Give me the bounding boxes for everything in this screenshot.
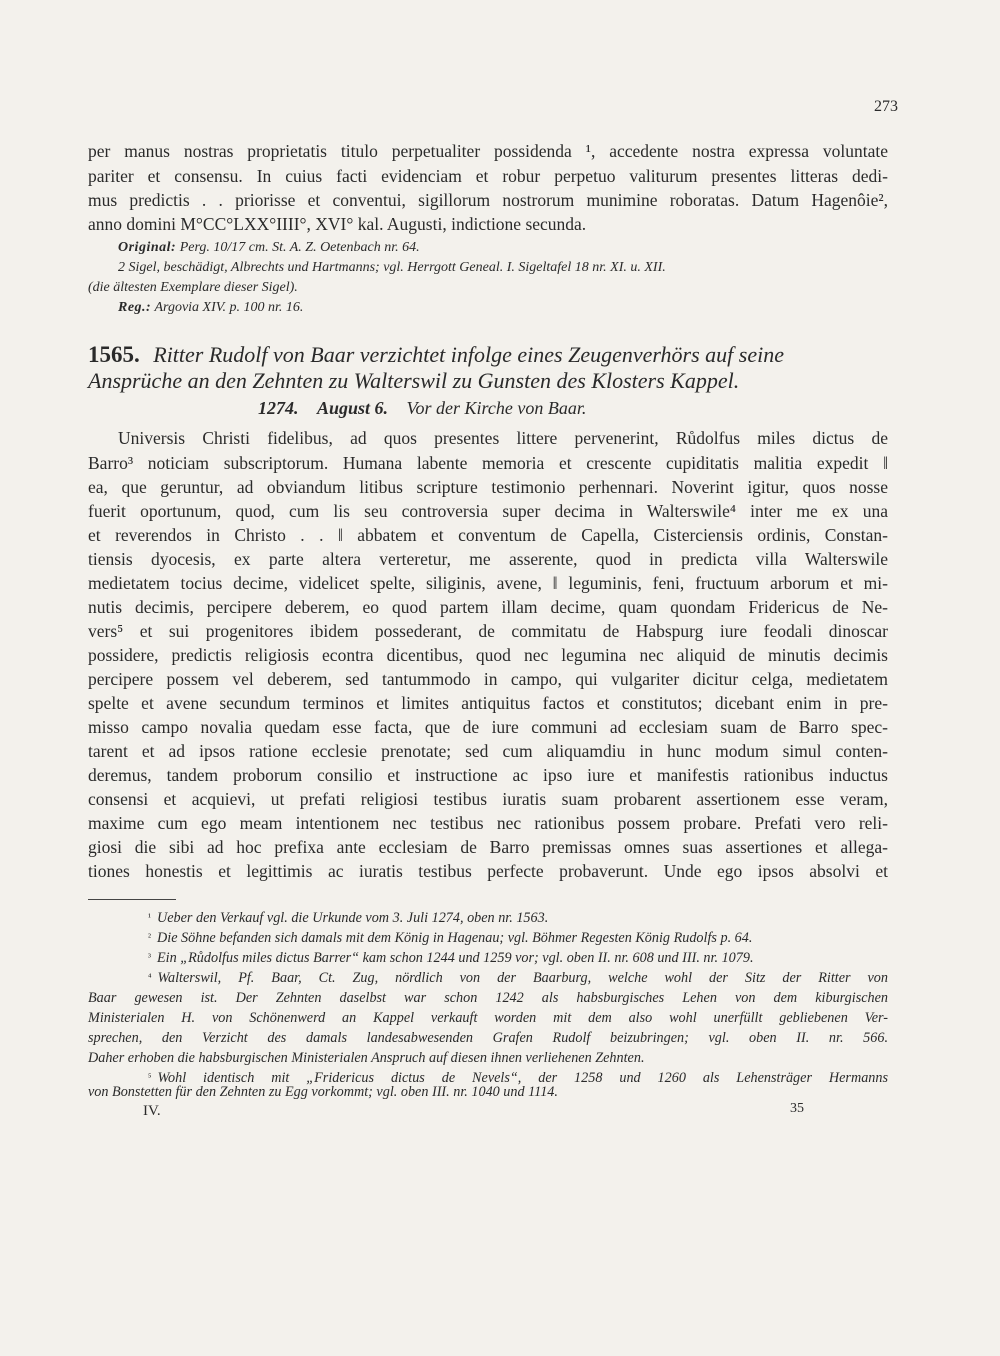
footnote-text: Walterswil, Pf. Baar, Ct. Zug, nördlich von der Baarburg, welche wohl der Sitz der Ritter von — [157, 970, 888, 986]
footnote — [148, 930, 888, 947]
footnote-line: sprechen, den Verzicht des damals landesabwesenden Grafen Rudolf beizubringen; vgl. oben II. nr. 566. — [88, 1030, 888, 1046]
heading-line: Ritter Rudolf von Baar verzichtet infolge eines Zeugenverhörs auf seine — [153, 342, 784, 367]
body-line: possidere, predictis religiosis econtra dicentibus, quod nec legumina nec aliquid de minutis decimis — [88, 645, 888, 665]
document-number: 1565. — [88, 342, 140, 367]
body-line: medietatem tocius decime, videlicet spelte, siliginis, avene, ‖ leguminis, feni, fructuum arborum et mi- — [88, 573, 888, 593]
body-line: consensi et acquievi, ut prefati religiosi testibus iuratis suam probarent assertionem esse veram, — [88, 789, 888, 809]
regest-note — [118, 300, 303, 316]
footnote-line: Ministerialen H. von Schönenwerd an Kappel verkauft worden mit dem also wohl unerfüllt gebliebenen Ver- — [88, 1010, 888, 1026]
footnote-mark: ³ — [148, 952, 151, 963]
original-label: Original: — [118, 240, 177, 255]
footnote-line: Daher erhoben die habsburgischen Ministerialen Anspruch auf diesen ihnen verliehenen Zehnten. — [88, 1050, 645, 1066]
body-line: maxime cum ego meam intentionem nec testibus nec rationibus possem probare. Prefati vero reli- — [88, 813, 888, 833]
body-line: tiones honestis et legittimis ac iuratis testibus perfecte probaverunt. Unde ego ipsos absolvi et — [88, 861, 888, 881]
body-line: giosi die sibi ad hoc prefixa ante ecclesiam de Barro premissas omnes suas assertiones et allega- — [88, 837, 888, 857]
date-place: Vor der Kirche von Baar. — [406, 398, 587, 418]
intro-line: pariter et consensu. In cuius facti evidenciam et robur perpetuo valiturum presentes litteras dedi- — [88, 166, 888, 186]
body-line: Barro³ noticiam subscriptorum. Humana labente memoria et crescente cupiditatis malitia expedit ‖ — [88, 453, 888, 473]
date-day: August 6. — [317, 398, 389, 418]
date-line — [258, 398, 586, 419]
seals-note: 2 Sigel, beschädigt, Albrechts und Hartmanns; vgl. Herrgott Geneal. I. Sigeltafel 18 nr. XI. u. XII. — [118, 260, 666, 275]
document-heading — [88, 342, 888, 368]
original-note — [118, 240, 420, 256]
intro-line: mus predictis . . priorisse et conventui, sigillorum nostrorum munimine roboratas. Datum Hagenôie², — [88, 190, 888, 210]
signature-mark: IV. — [143, 1103, 161, 1119]
intro-line: anno domini M°CC°LXX°IIII°, XVI° kal. Augusti, indictione secunda. — [88, 214, 587, 234]
footnote — [148, 910, 888, 927]
sheet-number: 35 — [790, 1101, 804, 1116]
heading-line: Ansprüche an den Zehnten zu Walterswil zu Gunsten des Klosters Kappel. — [88, 368, 740, 393]
body-line: vers⁵ et sui progenitores ibidem possederant, de commitatu de Habspurg iure feodali dinoscar — [88, 621, 888, 641]
footnote-line: von Bonstetten für den Zehnten zu Egg vorkommt; vgl. oben III. nr. 1040 und 1114. — [88, 1084, 558, 1100]
footnote — [148, 970, 888, 987]
body-line: ea, que geruntur, ad obviandum litibus scripture testimonio perhennari. Noverint igitur, quos nosse — [88, 477, 888, 497]
footnote — [148, 950, 888, 967]
body-line: nutis decimis, percipere deberem, eo quod partem illam decime, quam quondam Fridericus de Ne- — [88, 597, 888, 617]
regest-text: Argovia XIV. p. 100 nr. 16. — [154, 300, 304, 315]
body-line: Universis Christi fidelibus, ad quos presentes littere pervenerint, Růdolfus miles dictus de — [118, 428, 888, 448]
footnote-text: Ein „Růdolfus miles dictus Barrer“ kam schon 1244 und 1259 vor; vgl. oben II. nr. 608 und III. nr. 1079. — [157, 950, 754, 966]
page-number: 273 — [874, 98, 898, 115]
body-line: tarent et ad ipsos ratione ecclesie prenotate; sed cum aliquamdiu in hunc modum simul conten- — [88, 741, 888, 761]
body-line: tiensis dyocesis, ex parte altera verteretur, me asserente, quod in predicta villa Walterswile — [88, 549, 888, 569]
body-line: et reverendos in Christo . . ‖ abbatem et conventum de Capella, Cisterciensis ordinis, Constan- — [88, 525, 888, 545]
seals-note: (die ältesten Exemplare dieser Sigel). — [88, 280, 298, 295]
footnote-mark: ¹ — [148, 912, 151, 923]
date-year: 1274. — [258, 398, 299, 418]
body-line: misso campo novalia quedam esse facta, que de iure communi ad ecclesiam suam de Barro spec- — [88, 717, 888, 737]
original-text: Perg. 10/17 cm. St. A. Z. Oetenbach nr. 64. — [179, 240, 420, 255]
footnote-rule — [88, 899, 176, 900]
footnote-line: Baar gewesen ist. Der Zehnten daselbst war schon 1242 als habsburgisches Lehen von dem kiburgischen — [88, 990, 888, 1006]
body-line: fuerit oportunum, quod, cum lis seu controversia super decima in Walterswile⁴ inter me ex una — [88, 501, 888, 521]
footnote-text: Wohl identisch mit „Fridericus dictus de Nevels“, der 1258 und 1260 als Lehensträger Hermanns — [157, 1070, 888, 1086]
footnote-mark: ² — [148, 932, 151, 943]
body-line: deremus, tandem proborum consilio et instructione ac ipso iure et manifestis rationibus inductus — [88, 765, 888, 785]
body-line: percipere possem vel deberem, sed tantummodo in campo, qui vulgariter dicitur celga, medietatem — [88, 669, 888, 689]
regest-label: Reg.: — [118, 300, 152, 315]
intro-line: per manus nostras proprietatis titulo perpetualiter possidenda ¹, accedente nostra expressa voluntate — [88, 141, 888, 161]
footnote-text: Ueber den Verkauf vgl. die Urkunde vom 3. Juli 1274, oben nr. 1563. — [157, 910, 549, 926]
footnote-mark: ⁵ — [148, 1072, 152, 1083]
footnote-text: Die Söhne befanden sich damals mit dem König in Hagenau; vgl. Böhmer Regesten König Rudolfs p. 64. — [157, 930, 753, 946]
footnote-mark: ⁴ — [148, 972, 152, 983]
body-line: spelte et avene secundum terminos et limites antiquitus factos et constitutos; dicebant enim in pre- — [88, 693, 888, 713]
